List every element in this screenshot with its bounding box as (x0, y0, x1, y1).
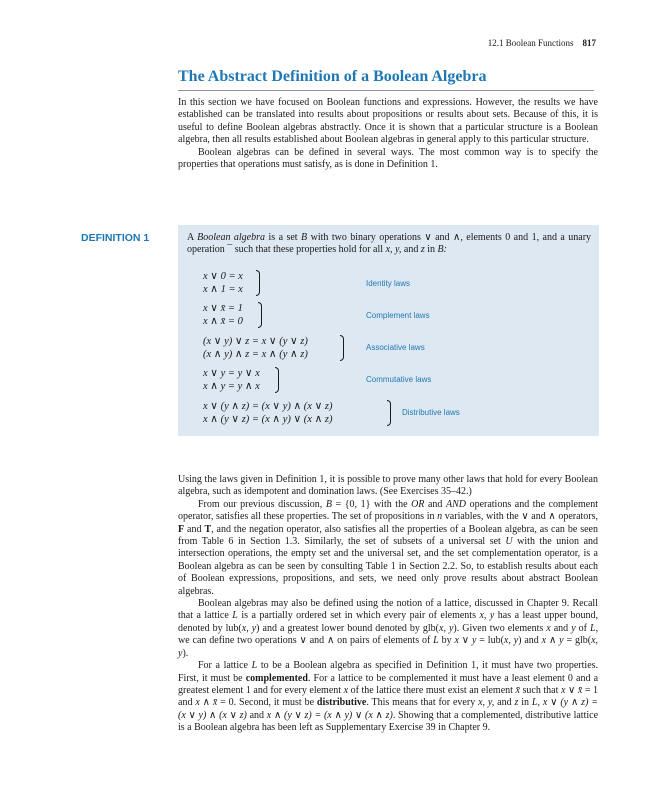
associative-laws (203, 335, 308, 361)
math-expr: x ∧ (y ∨ z) = (x ∧ y) ∨ (x ∧ z) (266, 709, 393, 721)
commutative-laws (203, 367, 260, 393)
def-vars: x, y, (385, 244, 402, 256)
law-equation: x ∧ x̄ = 0 (203, 316, 243, 327)
term-and: AND (446, 498, 466, 510)
intro-paragraph-1: In this section we have focused on Boolean functions and expressions. However, the results we have established can be translated into results about propositions or results about sets. Because of this, it is useful to define Boolean algebras abstractly. Once it is shown that a particular structure is a Boolean algebra, then all results established about Boolean algebras in general apply to this particular structure. (178, 97, 598, 146)
law-equation: x ∨ y = y ∨ x (203, 368, 260, 379)
text-span: and (249, 709, 265, 721)
law-label: Identity laws (366, 279, 411, 288)
def-var-z: z (420, 244, 425, 256)
math-var: x (546, 622, 551, 634)
law-label: Distributive laws (402, 408, 460, 417)
main-paragraph-1: Using the laws given in Definition 1, it is possible to prove many other laws that hold for every Boolean algebra, such as idempotent and domination laws. (See Exercises 35–42.) (178, 474, 598, 498)
law-equation: x ∨ (y ∧ z) = (x ∨ y) ∧ (x ∨ z) (203, 401, 333, 412)
text-span: Boolean algebras may also be defined using the notion of a lattice, discussed in Chapter 9. Recall that a lattice (178, 598, 598, 622)
math-var: L (433, 635, 439, 647)
math-expr: x ∨ y (454, 635, 477, 647)
text-span: has a least upper bound, denoted by lub( (178, 610, 599, 634)
text-span: by (441, 635, 452, 647)
identity-laws (203, 270, 243, 296)
term-or: OR (411, 498, 425, 510)
math-var: L (531, 697, 538, 709)
text-span: . For a lattice to be complemented it must have a least element 0 and a greatest element 1 and for every element (178, 672, 599, 696)
math-var: x̄ (515, 684, 520, 696)
math-var: L (251, 660, 258, 672)
intro-text (178, 97, 598, 171)
math-var: y (571, 622, 576, 634)
math-var: z (514, 697, 519, 709)
math-expr: , x ∨ (y ∧ z) = (x ∨ y) ∧ (x ∨ z) (178, 697, 599, 721)
term-true: T (204, 523, 212, 535)
math-var: x, y (503, 635, 519, 647)
text-span: = {0, 1} with the (335, 498, 408, 510)
math-expr: x ∧ y (541, 635, 564, 647)
main-paragraph-2 (178, 499, 598, 598)
def-overbar: ¯ (227, 244, 233, 256)
definition-box (178, 225, 599, 436)
math-expr: x ∧ x̄ (195, 697, 218, 709)
text-span: and (427, 498, 443, 510)
math-var: x, y (479, 610, 495, 622)
section-title: The Abstract Definition of a Boolean Algebra (178, 68, 594, 91)
text-span: = lub( (479, 635, 504, 647)
math-var: x, y, (478, 697, 495, 709)
def-term: Boolean algebra (197, 232, 266, 243)
math-var: B (325, 498, 332, 510)
main-paragraph-4 (178, 660, 598, 734)
text-span: of the lattice there must exist an element (350, 684, 513, 696)
brace (340, 335, 344, 361)
text-span: such that (522, 684, 559, 696)
text-span: . Showing that a complemented, distributive lattice is a Boolean algebra has been left as Supplementary Exercise 39 in Chapter 9. (178, 709, 599, 734)
text-span: to be a Boolean algebra as specified in Definition 1, it must have two properties. First, it must be (178, 660, 599, 684)
def-in: in (427, 244, 436, 256)
definition-text (187, 232, 591, 257)
text-span: and (187, 523, 202, 535)
brace (275, 367, 279, 393)
page-number: 817 (582, 38, 596, 48)
text-span: and (497, 697, 512, 709)
law-equation: x ∧ (y ∨ z) = (x ∧ y) ∨ (x ∧ z) (203, 414, 333, 425)
math-var: n (437, 511, 443, 523)
math-var: L (232, 610, 238, 622)
distributive-laws (203, 400, 332, 426)
math-expr: x ∨ x̄ (560, 684, 583, 696)
text-span: ). Given two elements (453, 622, 544, 634)
text-span: = 0. Second, it must be (220, 697, 315, 709)
def-lead: A (187, 232, 194, 243)
math-var: L (590, 622, 596, 634)
term-complemented: complemented (245, 672, 308, 684)
text-span: . This means that for every (366, 697, 476, 709)
text-span: variables, with the ∨ and ∧ operators, (444, 511, 599, 523)
def-text-c: such that these properties hold for all (234, 244, 384, 256)
text-span: in (521, 697, 530, 709)
text-span: ) and a greatest lower bound denoted by glb( (256, 622, 440, 634)
law-label: Associative laws (366, 343, 425, 352)
complement-laws (203, 302, 243, 328)
text-span: operations and the complement operator, satisfies all these properties. The set of propositions in (178, 498, 598, 523)
text-span: ). (182, 647, 189, 659)
text-span: = glb( (566, 635, 592, 647)
law-label: Commutative laws (366, 375, 432, 384)
text-span: For a lattice (198, 660, 248, 672)
text-span: , we can define two operations ∨ and ∧ on pairs of elements of (178, 622, 599, 647)
text-span: with the union and intersection operations, the empty set and the universal set, and the set complementation operator, is a Boolean algebra as can be seen by consulting Table 1 in Section 2.2. So, to establish results about each of Boolean expressions, propositions, and sets, we need only prove results about abstract Boolean algebras. (178, 536, 599, 597)
law-equation: x ∧ y = y ∧ x (203, 381, 260, 392)
def-text-b: with two binary operations ∨ and ∧, elements 0 and 1, and a unary operation (187, 232, 592, 256)
math-var: U (505, 536, 513, 548)
text-span: From our previous discussion, (198, 498, 323, 510)
def-and: and (403, 244, 419, 256)
running-header (488, 38, 596, 48)
text-span: = 1 and (178, 684, 599, 709)
math-var: x, y (241, 622, 257, 634)
math-var: x (343, 684, 349, 696)
law-equation: (x ∨ y) ∨ z = x ∨ (y ∨ z) (203, 336, 308, 347)
law-label: Complement laws (366, 311, 430, 320)
brace (387, 400, 391, 426)
def-set-b: B (301, 232, 308, 243)
text-span: of (578, 622, 588, 634)
math-var: x, y (178, 635, 599, 659)
text-span: , and the negation operator, also satisfies all the properties of a Boolean algebra, as can be seen from Table 6 in Section 1.3. Similarly, the set of subsets of a universal set (178, 523, 598, 548)
main-text (178, 474, 598, 735)
law-equation: x ∧ 1 = x (203, 284, 243, 295)
main-paragraph-3 (178, 598, 598, 660)
brace (256, 270, 260, 296)
law-equation: x ∨ 0 = x (203, 271, 243, 282)
term-distributive: distributive (316, 697, 367, 709)
law-equation: x ∨ x̄ = 1 (203, 303, 243, 314)
definition-label: DEFINITION 1 (81, 232, 150, 244)
text-span: ) and (518, 635, 539, 647)
text-span: is a partially ordered set in which every pair of elements (241, 610, 476, 622)
header-section: 12.1 Boolean Functions (487, 38, 574, 48)
intro-paragraph-2: Boolean algebras can be defined in several ways. The most common way is to specify the properties that operations must satisfy, as is done in Definition 1. (178, 146, 598, 171)
math-var: x, y (439, 622, 454, 634)
def-text-a: is a set (268, 232, 298, 243)
text-span: and (553, 622, 569, 634)
term-false: F (178, 523, 185, 535)
brace (258, 302, 262, 328)
law-equation: (x ∧ y) ∧ z = x ∧ (y ∧ z) (203, 349, 308, 360)
def-set-b2: B: (437, 244, 447, 256)
